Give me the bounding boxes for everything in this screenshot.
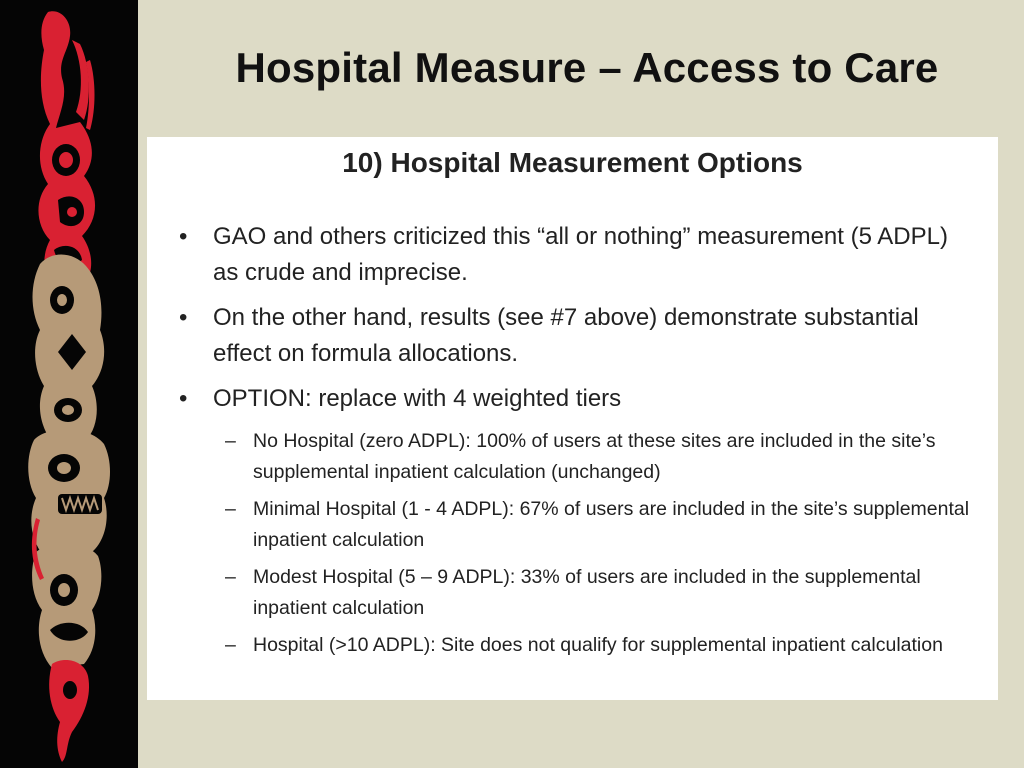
bullet-item bbox=[177, 219, 977, 291]
dash-icon: – bbox=[225, 634, 236, 656]
bullet-text: GAO and others criticized this “all or nothing” measurement (5 ADPL) as crude and imprecise. bbox=[213, 223, 948, 286]
bullet-item bbox=[177, 381, 977, 417]
bullet-item bbox=[177, 300, 977, 372]
sub-bullet-item bbox=[225, 426, 977, 488]
sub-bullet-item bbox=[225, 562, 977, 624]
bullet-icon: • bbox=[179, 223, 188, 250]
bullet-text: OPTION: replace with 4 weighted tiers bbox=[213, 385, 622, 412]
content-panel bbox=[147, 137, 998, 700]
dash-icon: – bbox=[225, 566, 236, 588]
sub-bullet-item bbox=[225, 630, 977, 661]
totem-art-icon bbox=[0, 0, 138, 768]
sub-bullet-item bbox=[225, 494, 977, 556]
slide-title: Hospital Measure – Access to Care bbox=[235, 44, 939, 91]
dash-icon: – bbox=[225, 430, 236, 452]
dash-icon: – bbox=[225, 498, 236, 520]
sub-bullet-text: No Hospital (zero ADPL): 100% of users at these sites are included in the site’s supplemental inpatient calculation (unchanged) bbox=[253, 430, 936, 483]
panel-heading: 10) Hospital Measurement Options bbox=[342, 147, 803, 178]
sub-bullet-text: Minimal Hospital (1 - 4 ADPL): 67% of users are included in the site’s supplemental inpatient calculation bbox=[253, 498, 970, 551]
decorative-side-band bbox=[0, 0, 138, 768]
sub-bullet-list bbox=[225, 426, 977, 661]
sub-bullet-text: Modest Hospital (5 – 9 ADPL): 33% of users are included in the supplemental inpatient calculation bbox=[253, 566, 921, 619]
sub-bullet-text: Hospital (>10 ADPL): Site does not qualify for supplemental inpatient calculation bbox=[253, 634, 943, 656]
bullet-icon: • bbox=[179, 385, 188, 412]
bullet-text: On the other hand, results (see #7 above) demonstrate substantial effect on formula allocations. bbox=[213, 304, 919, 367]
bullet-list bbox=[177, 219, 977, 667]
bullet-icon: • bbox=[179, 304, 188, 331]
